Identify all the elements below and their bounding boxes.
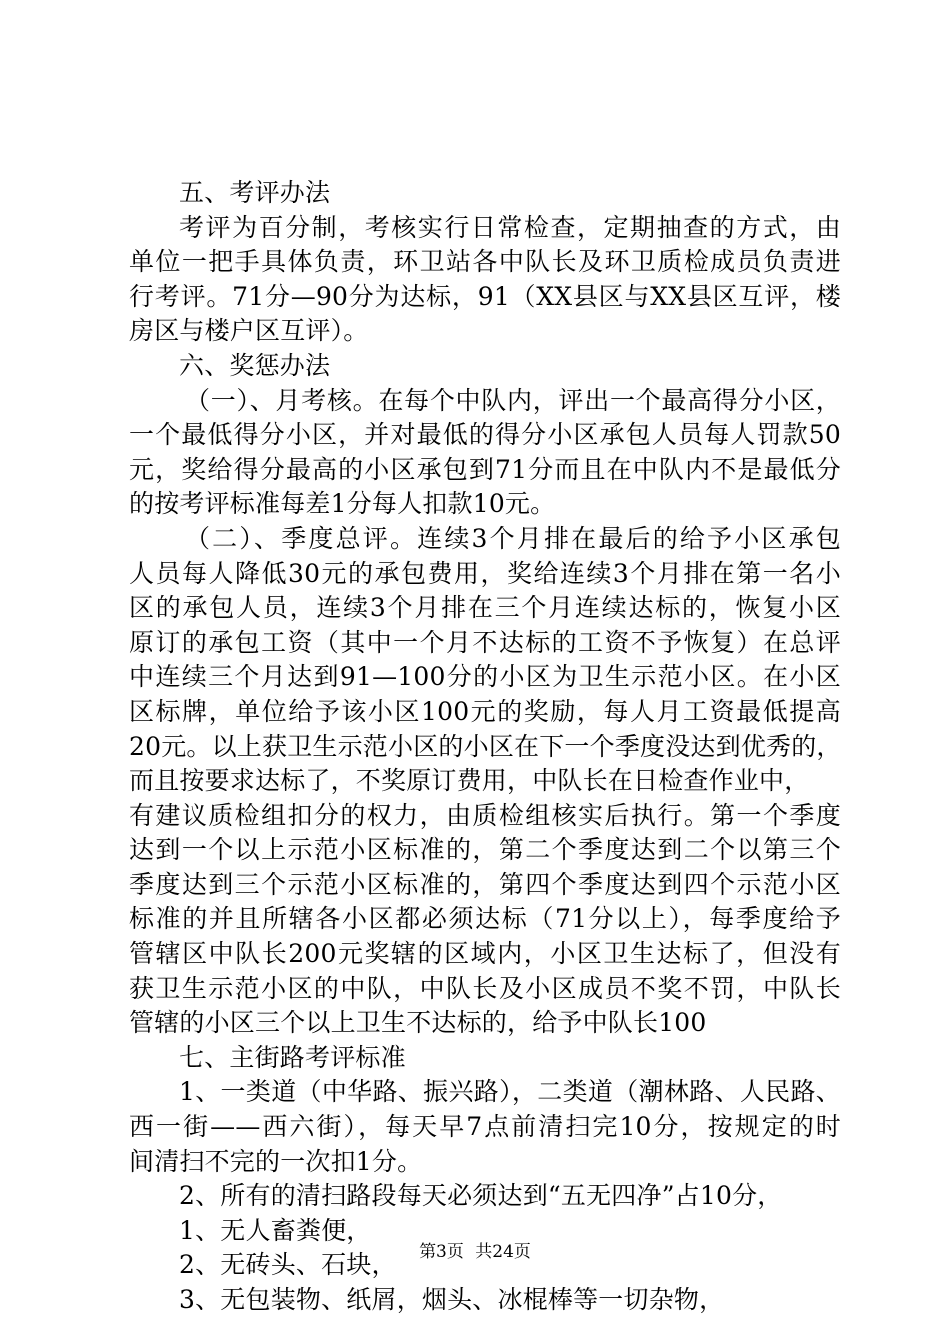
- paragraph-line: 的按考评标准每差1分每人扣款10元。: [129, 489, 556, 519]
- paragraph-line: （一）、月考核。在每个中队内，评出一个最高得分小区，: [185, 385, 841, 415]
- document-body: [129, 176, 841, 1318]
- paragraph-line: 单位一把手具体负责，环卫站各中队长及环卫质检成员负责进: [129, 247, 841, 277]
- section-heading-5: 五、考评办法: [179, 178, 331, 207]
- list-item: 1、无人畜粪便，: [179, 1215, 372, 1245]
- paragraph-line: 间清扫不完的一次扣1分。: [129, 1146, 423, 1176]
- paragraph-line: 一个最低得分小区，并对最低的得分小区承包人员每人罚款50: [129, 420, 841, 450]
- list-item: 2、无砖头、石块，: [179, 1250, 397, 1280]
- list-item: 3、无包装物、纸屑，烟头、冰棍棒等一切杂物，: [179, 1285, 725, 1314]
- paragraph-line: 管辖区中队长200元奖辖的区域内，小区卫生达标了，但没有: [129, 939, 841, 969]
- paragraph-line: 中连续三个月达到91—100分的小区为卫生示范小区。在小区: [129, 662, 841, 692]
- paragraph-line: 有建议质检组扣分的权力，由质检组核实后执行。第一个季度: [129, 800, 841, 830]
- page-number: 第3页: [419, 1242, 464, 1262]
- paragraph-line: 季度达到三个示范小区标准的，第四个季度达到四个示范小区: [129, 869, 841, 899]
- paragraph-line: 而且按要求达标了，不奖原订费用，中队长在日检查作业中，: [129, 766, 810, 796]
- paragraph-line: 1、一类道（中华路、振兴路），二类道（潮林路、人民路、: [179, 1077, 841, 1107]
- paragraph-line: 标准的并且所辖各小区都必须达标（71分以上），每季度给予: [129, 904, 841, 934]
- paragraph-line: 获卫生示范小区的中队，中队长及小区成员不奖不罚，中队长: [129, 973, 841, 1003]
- page-footer: [0, 1241, 950, 1263]
- paragraph-line: 西一街——西六街），每天早7点前清扫完10分，按规定的时: [129, 1112, 841, 1142]
- paragraph-line: 20元。以上获卫生示范小区的小区在下一个季度没达到优秀的，: [129, 731, 842, 761]
- paragraph-line: 区的承包人员，连续3个月排在三个月连续达标的，恢复小区: [129, 593, 841, 623]
- paragraph-line: 考评为百分制，考核实行日常检查，定期抽查的方式，由: [179, 212, 841, 242]
- paragraph-line: 区标牌，单位给予该小区100元的奖励，每人月工资最低提高: [129, 696, 841, 726]
- page-total: 共24页: [475, 1242, 531, 1262]
- section-heading-7: 七、主街路考评标准: [179, 1042, 406, 1072]
- paragraph-line: 行考评。71分—90分为达标，91（XX县区与XX县区互评，楼: [129, 281, 841, 311]
- paragraph-line: 达到一个以上示范小区标准的，第二个季度达到二个以第三个: [129, 835, 841, 865]
- paragraph-line: 2、所有的清扫路段每天必须达到“五无四净”占10分，: [179, 1181, 783, 1211]
- paragraph-line: 管辖的小区三个以上卫生不达标的，给予中队长100: [129, 1008, 707, 1038]
- paragraph-line: 原订的承包工资（其中一个月不达标的工资不予恢复）在总评: [129, 627, 841, 657]
- paragraph-line: 房区与楼户区互评）。: [129, 316, 369, 346]
- paragraph-line: （二）、季度总评。连续3个月排在最后的给予小区承包: [185, 523, 841, 553]
- paragraph-line: 元，奖给得分最高的小区承包到71分而且在中队内不是最低分: [129, 454, 841, 484]
- section-heading-6: 六、奖惩办法: [179, 350, 331, 380]
- paragraph-line: 人员每人降低30元的承包费用，奖给连续3个月排在第一名小: [129, 558, 841, 588]
